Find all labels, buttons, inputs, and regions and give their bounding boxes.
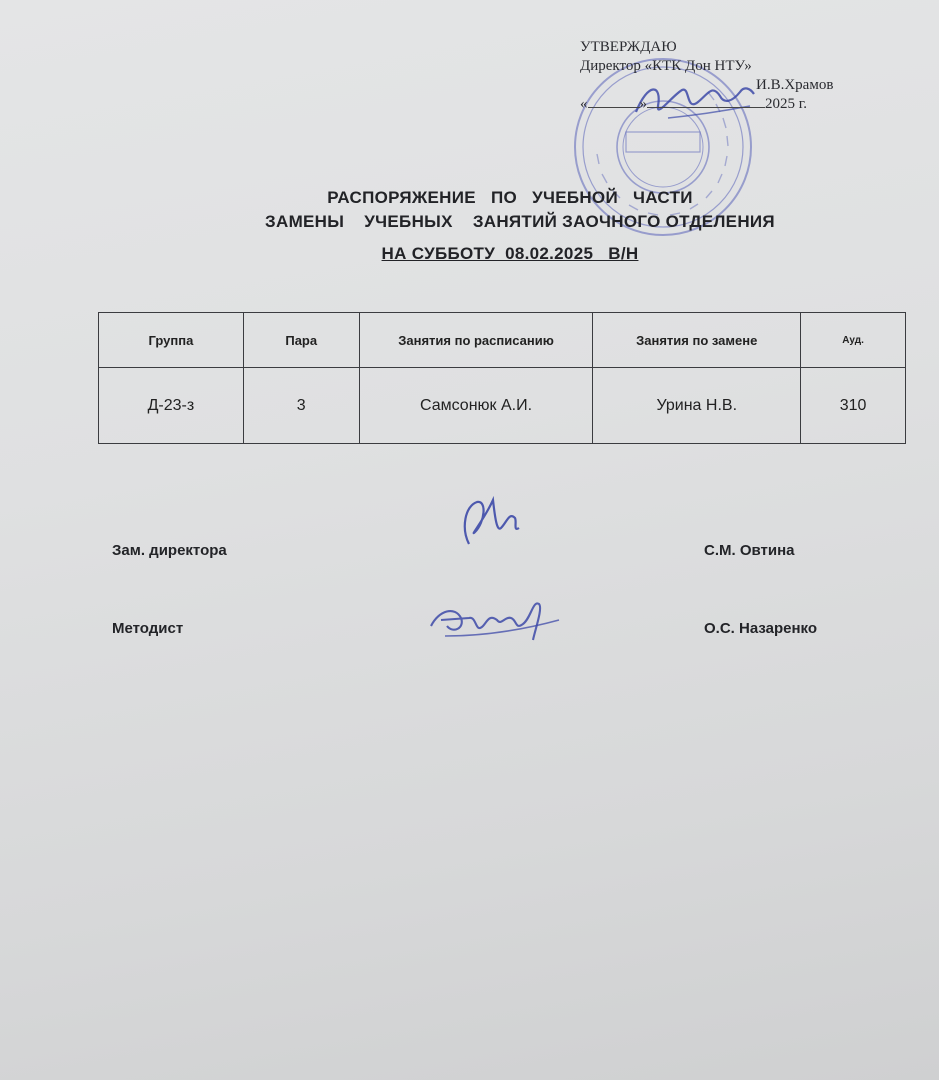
title-line-2: ЗАМЕНЫ УЧЕБНЫХ ЗАНЯТИЙ ЗАОЧНОГО ОТДЕЛЕНИЯ [265,212,775,231]
signer-role: Зам. директора [112,542,227,559]
table-row [99,368,906,444]
signer-role: Методист [112,620,184,637]
column-header-pair: Пара [243,313,359,368]
cell-pair: 3 [243,368,359,444]
approval-block [580,38,880,114]
column-header-group: Группа [99,313,244,368]
signer-name: С.М. Овтина [704,542,795,559]
title-line-1: РАСПОРЯЖЕНИЕ ПО УЧЕБНОЙ ЧАСТИ [327,188,693,207]
column-header-replacement: Занятия по замене [593,313,801,368]
approval-heading: УТВЕРЖДАЮ [580,39,677,55]
signer-name: О.С. Назаренко [704,620,817,637]
date-quote-close: » [639,96,647,112]
deputy-signature-icon [455,488,525,558]
approval-director-name: И.В.Храмов [756,77,834,93]
methodist-signature-icon [425,590,565,650]
date-month-blank [647,107,765,108]
date-year: 2025 г. [765,96,807,112]
title-date-line: НА СУББОТУ 08.02.2025 В/Н [381,244,639,263]
date-quote-open: « [580,96,588,112]
cell-group: Д-23-з [99,368,244,444]
document-title [150,186,890,266]
column-header-scheduled: Занятия по расписанию [359,313,593,368]
cell-room: 310 [801,368,906,444]
date-day-blank [588,107,640,108]
replacement-table [98,312,906,444]
approval-date-line [580,95,880,114]
table-header-row [99,313,906,368]
cell-replacement-teacher: Урина Н.В. [593,368,801,444]
column-header-room: Ауд. [801,313,906,368]
cell-scheduled-teacher: Самсонюк А.И. [359,368,593,444]
approval-position: Директор «КТК Дон НТУ» [580,58,752,74]
